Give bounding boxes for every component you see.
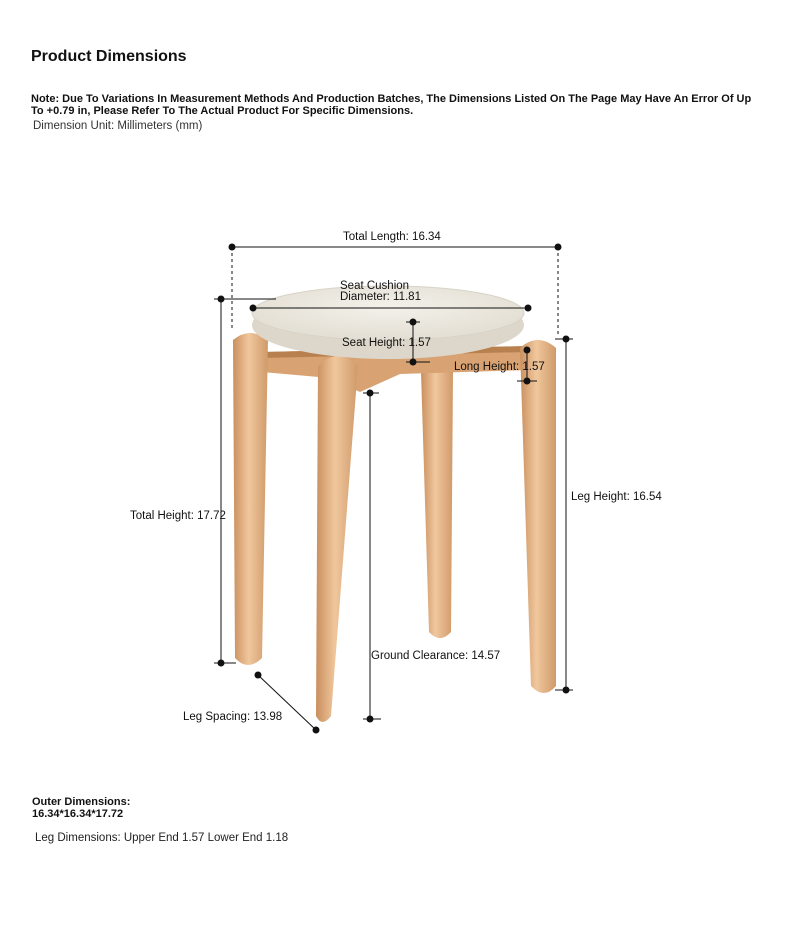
- total-height-label: Total Height: 17.72: [130, 510, 226, 522]
- leg-spacing-label: Leg Spacing: 13.98: [183, 711, 283, 723]
- total-length-label: Total Length: 16.34: [343, 231, 441, 243]
- outer-dimensions-label: Outer Dimensions:: [32, 796, 131, 808]
- long-height-label: Long Height: 1.57: [454, 361, 545, 373]
- page-title: Product Dimensions: [31, 48, 187, 65]
- back-leg: [421, 372, 453, 638]
- seat-cushion-label-line2: Diameter: 11.81: [340, 291, 421, 303]
- front-leg: [316, 356, 358, 722]
- outer-dimensions-value: 16.34*16.34*17.72: [32, 807, 124, 820]
- leg-height-label: Leg Height: 16.54: [571, 491, 662, 503]
- seat-height-label: Seat Height: 1.57: [342, 337, 431, 349]
- outer-dimensions: [32, 797, 130, 820]
- seat-cushion-label-line1: Seat Cushion: [340, 280, 410, 292]
- leg-dimensions: Leg Dimensions: Upper End 1.57 Lower End 1.18: [35, 832, 289, 844]
- dimension-unit: Dimension Unit: Millimeters (mm): [33, 120, 203, 132]
- left-leg: [233, 333, 268, 665]
- measurement-note: Note: Due To Variations In Measurement Methods And Production Batches, The Dimensions Listed On The Page May Have An Error Of Up To +0.79 in, Please Refer To The Actual Product For Specific Dimensions.: [31, 93, 752, 117]
- ground-clearance-label: Ground Clearance: 14.57: [371, 650, 501, 662]
- right-leg: [520, 340, 556, 693]
